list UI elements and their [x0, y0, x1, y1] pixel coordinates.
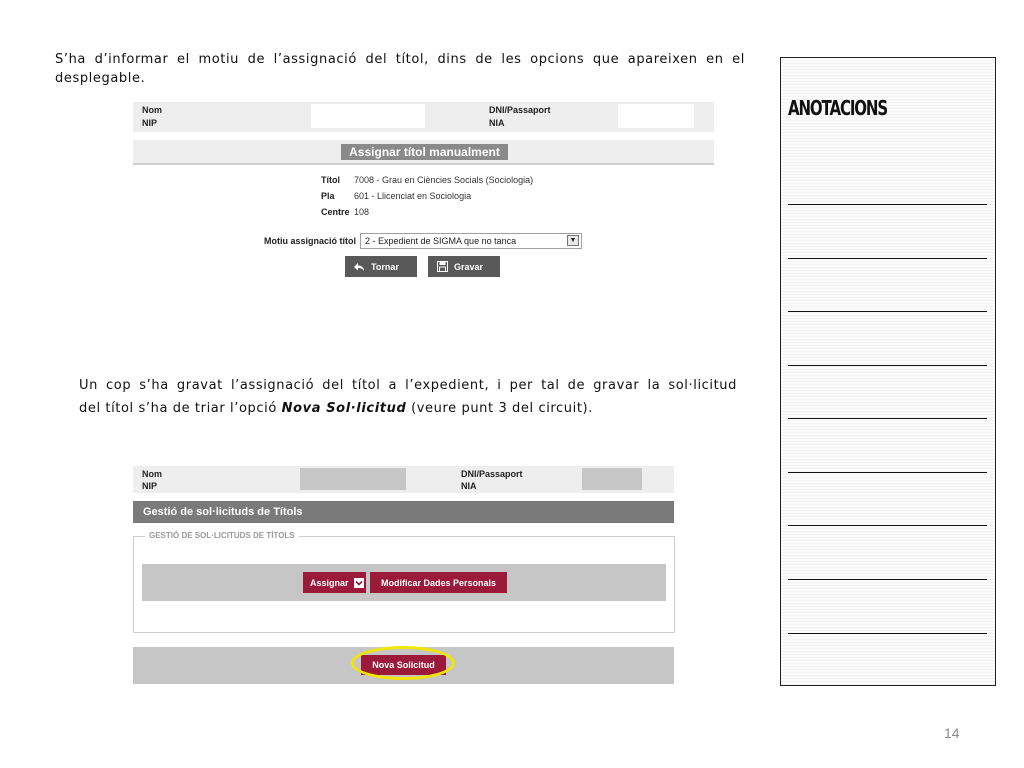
fieldset-legend: GESTIÓ DE SOL·LICITUDS DE TÍTOLS: [145, 531, 299, 540]
page-number: 14: [944, 725, 960, 741]
note-line: [788, 633, 987, 634]
annotations-panel: [780, 57, 996, 686]
intro-paragraph: S’ha d’informar el motiu de l’assignació del títol, dins de les opcions que apareixen en el desplegable.: [55, 52, 745, 86]
undo-arrow-icon: [353, 262, 365, 272]
section-title: Assignar títol manualment: [341, 144, 508, 160]
save-button[interactable]: [428, 256, 500, 277]
highlight-ellipse: [351, 646, 455, 680]
middle-paragraph-line-1: Un cop s’ha gravat l’assignació del títol a l’expedient, i per tal de gravar la sol·licitud: [79, 378, 737, 393]
field-label-pla: Pla: [321, 191, 335, 201]
label-nom: Nom: [142, 105, 162, 115]
screenshot-request-management: [133, 466, 674, 684]
note-line: [788, 579, 987, 580]
label-nip: NIP: [142, 481, 158, 491]
dni-value-box: [618, 104, 694, 128]
middle-text-part: del títol s’ha de triar l’opció: [79, 401, 282, 416]
field-value-pla: 601 - Llicenciat en Sociologia: [354, 191, 472, 201]
management-title-bar: Gestió de sol·licituds de Títols: [133, 501, 674, 523]
annotations-title: ANOTACIONS: [788, 96, 888, 120]
middle-paragraph-line-2: [79, 399, 737, 418]
dni-value-box: [582, 468, 642, 490]
floppy-disk-icon: [436, 262, 448, 272]
label-nia: NIA: [461, 481, 477, 491]
save-button-label: Gravar: [454, 261, 484, 272]
back-button[interactable]: [345, 256, 417, 277]
note-line: [788, 311, 987, 312]
new-request-button-label: Nova Solicitud: [372, 660, 435, 670]
name-value-box: [300, 468, 406, 490]
nova-solicitud-emphasis: Nova Sol·licitud: [281, 401, 407, 416]
field-label-titol: Títol: [321, 175, 340, 185]
motiu-select[interactable]: [360, 233, 582, 249]
note-line: [788, 525, 987, 526]
assign-button[interactable]: [303, 572, 366, 593]
label-nip: NIP: [142, 118, 158, 128]
modify-personal-data-button[interactable]: [370, 572, 507, 593]
note-line: [788, 418, 987, 419]
note-line: [788, 472, 987, 473]
note-line: [788, 204, 987, 205]
note-line: [788, 365, 987, 366]
screenshot-assign-title: [133, 102, 714, 282]
label-nom: Nom: [142, 469, 162, 479]
modify-button-label: Modificar Dades Personals: [380, 577, 497, 588]
motiu-select-value: 2 - Expedient de SIGMA que no tanca: [365, 236, 517, 246]
field-value-centre: 108: [354, 207, 370, 217]
checkbox-check-icon: [354, 578, 364, 588]
middle-text-part: (veure punt 3 del circuit).: [406, 401, 593, 416]
assign-button-label: Assignar: [310, 577, 349, 588]
motiu-label: Motiu assignació títol: [264, 236, 357, 246]
label-dni: DNI/Passaport: [489, 105, 551, 115]
note-line: [788, 258, 987, 259]
name-value-box: [311, 104, 425, 128]
label-dni: DNI/Passaport: [461, 469, 523, 479]
back-button-label: Tornar: [371, 261, 399, 272]
label-nia: NIA: [489, 118, 505, 128]
field-value-titol: 7008 - Grau en Ciències Socials (Sociologia): [354, 175, 534, 185]
field-label-centre: Centre: [321, 207, 350, 217]
chevron-down-icon[interactable]: ▼: [567, 235, 579, 246]
